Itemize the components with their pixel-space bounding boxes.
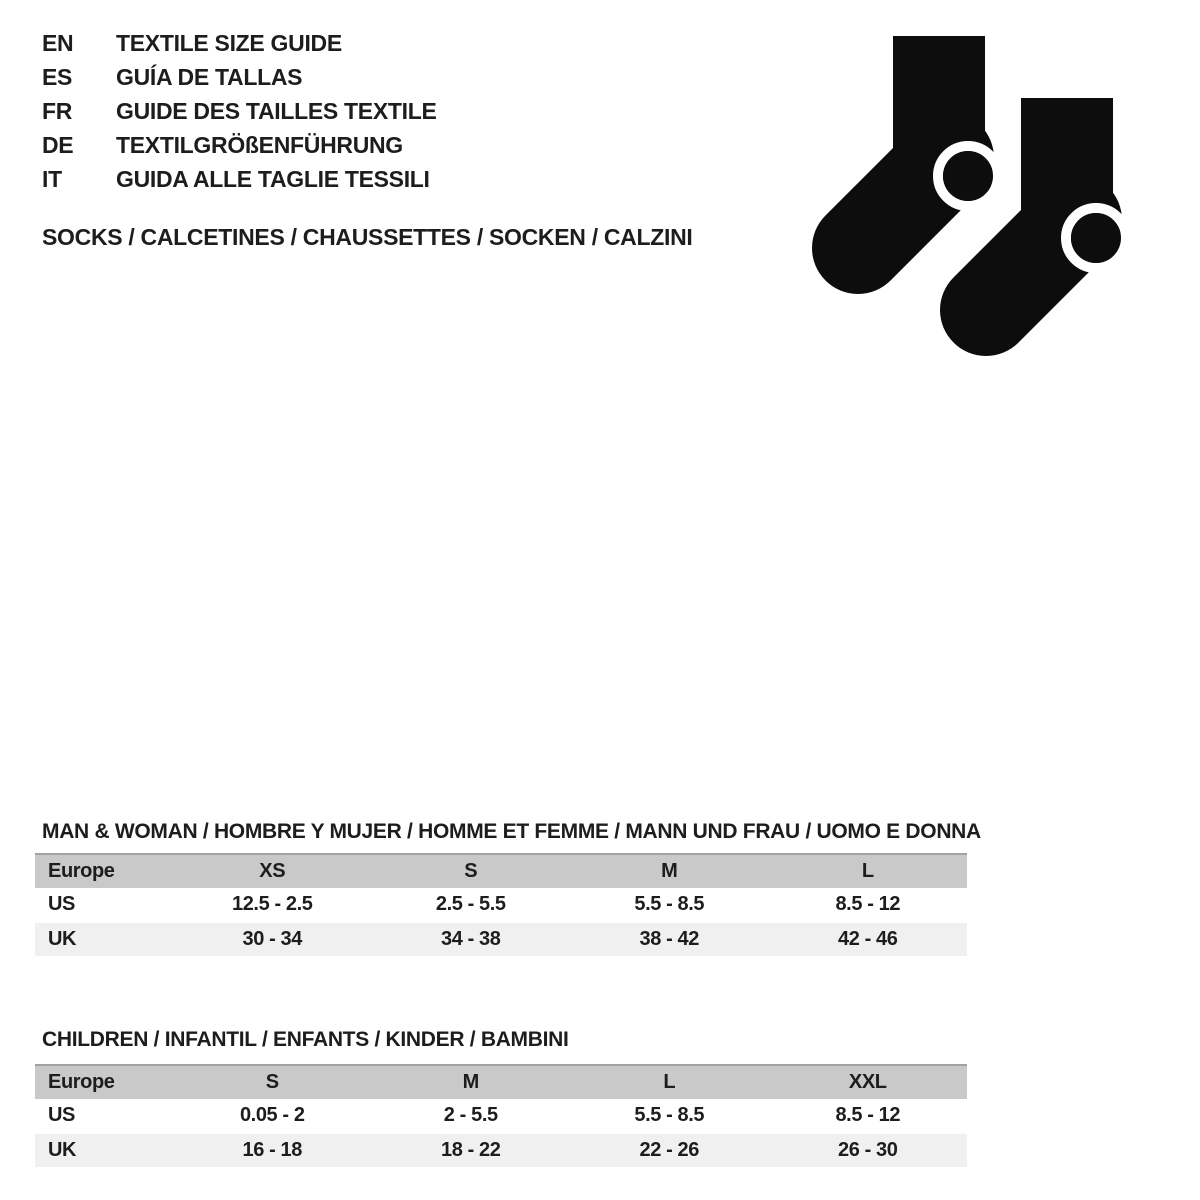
header-cell-size: M	[661, 860, 678, 882]
size-value: 38 - 42	[639, 928, 699, 950]
table-row-us	[35, 888, 967, 921]
children-size-table	[35, 1064, 967, 1167]
language-title: GUIDE DES TAILLES TEXTILE	[116, 97, 437, 124]
table-header-row	[35, 1064, 967, 1099]
header-cell-size: M	[462, 1071, 479, 1093]
size-value: 2.5 - 5.5	[435, 893, 506, 915]
table-header-row	[35, 853, 967, 888]
size-value: 42 - 46	[838, 928, 898, 950]
size-value: 16 - 18	[242, 1139, 302, 1161]
size-value: 2 - 5.5	[443, 1104, 498, 1126]
size-value: 12.5 - 2.5	[231, 893, 313, 915]
socks-icon	[808, 30, 1128, 365]
size-value: 30 - 34	[242, 928, 302, 950]
language-row-es	[42, 60, 437, 94]
header-cell-region: Europe	[48, 860, 115, 882]
language-row-de	[42, 128, 437, 162]
language-title: GUIDA ALLE TAGLIE TESSILI	[116, 165, 430, 192]
row-label: US	[48, 893, 75, 915]
size-value: 8.5 - 12	[835, 893, 901, 915]
language-code: FR	[42, 97, 73, 124]
language-code: IT	[42, 165, 62, 192]
row-label: UK	[48, 928, 77, 950]
size-value: 8.5 - 12	[835, 1104, 901, 1126]
header-cell-size: L	[861, 860, 874, 882]
language-list	[42, 26, 437, 196]
header-cell-size: XS	[259, 860, 286, 882]
size-value: 5.5 - 8.5	[634, 1104, 705, 1126]
children-title: CHILDREN / INFANTIL / ENFANTS / KINDER / BAMBINI	[42, 1028, 569, 1051]
table-row-uk	[35, 1132, 967, 1167]
language-title: GUÍA DE TALLAS	[116, 63, 303, 90]
row-label: US	[48, 1104, 75, 1126]
language-code: EN	[42, 29, 74, 56]
header-cell-size: L	[663, 1071, 676, 1093]
size-value: 5.5 - 8.5	[634, 893, 705, 915]
table-row-uk	[35, 921, 967, 956]
header-cell-size: S	[464, 860, 478, 882]
product-category-line: SOCKS / CALCETINES / CHAUSSETTES / SOCKEN / CALZINI	[42, 224, 693, 250]
header-cell-size: S	[265, 1071, 279, 1093]
man-woman-title: MAN & WOMAN / HOMBRE Y MUJER / HOMME ET FEMME / MANN UND FRAU / UOMO E DONNA	[42, 820, 981, 843]
language-row-it	[42, 162, 437, 196]
header-cell-region: Europe	[48, 1071, 115, 1093]
size-value: 22 - 26	[639, 1139, 699, 1161]
row-label: UK	[48, 1139, 77, 1161]
language-row-en	[42, 26, 437, 60]
language-row-fr	[42, 94, 437, 128]
size-value: 26 - 30	[838, 1139, 898, 1161]
header-cell-size: XXL	[848, 1071, 887, 1093]
language-code: DE	[42, 131, 74, 158]
man-woman-size-table	[35, 853, 967, 956]
size-value: 18 - 22	[441, 1139, 501, 1161]
size-value: 0.05 - 2	[239, 1104, 305, 1126]
language-title: TEXTILGRÖßENFÜHRUNG	[116, 131, 403, 158]
table-row-us	[35, 1099, 967, 1132]
language-code: ES	[42, 63, 73, 90]
size-value: 34 - 38	[441, 928, 501, 950]
language-title: TEXTILE SIZE GUIDE	[116, 29, 342, 56]
